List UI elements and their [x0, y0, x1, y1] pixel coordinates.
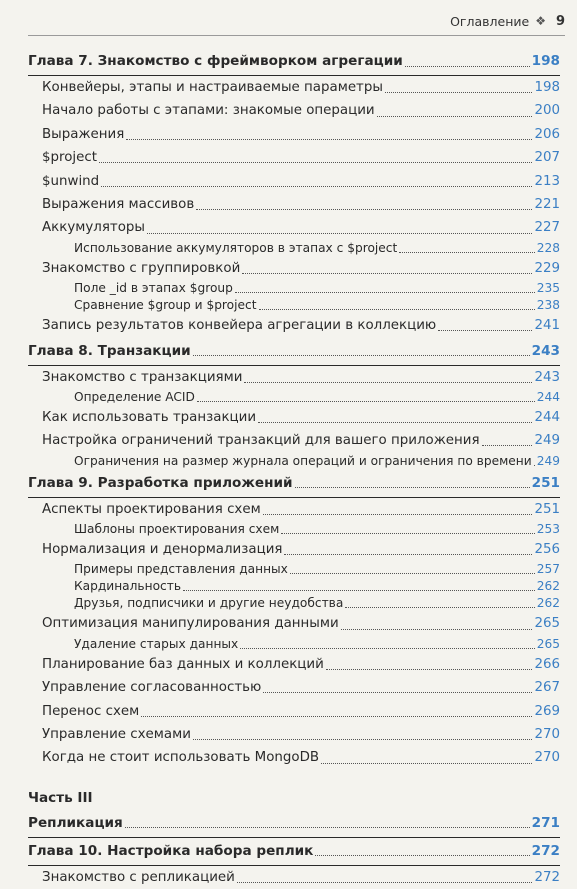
toc-page-number: 243	[534, 369, 560, 385]
toc-page-number: 207	[534, 150, 560, 166]
toc-page-number: 251	[531, 474, 560, 491]
dot-leader	[240, 648, 534, 649]
toc-section-entry[interactable]	[28, 257, 560, 280]
toc-subsection-entry[interactable]	[28, 453, 560, 470]
dot-leader	[281, 533, 534, 534]
dot-leader	[126, 139, 532, 140]
toc-section-entry[interactable]	[28, 99, 560, 122]
dot-leader	[125, 827, 530, 828]
toc-entry-title: Глава 10. Настройка набора реплик	[28, 842, 314, 859]
toc-subsection-entry[interactable]	[28, 595, 560, 612]
toc-page-number: 198	[534, 80, 560, 95]
dot-leader	[237, 882, 533, 883]
toc-entry-title: Знакомство с репликацией	[42, 869, 235, 885]
toc-page-number: 235	[536, 281, 560, 296]
toc-entry-title: Сравнение $group и $project	[74, 298, 257, 313]
toc-page-number: 272	[531, 842, 560, 859]
toc-page-number: 241	[534, 318, 560, 334]
toc-entry-title: Ограничения на размер журнала операций и ограничения по времени	[74, 453, 532, 468]
dot-leader	[326, 669, 533, 670]
toc-section-entry[interactable]	[28, 314, 560, 337]
dot-leader	[263, 514, 533, 515]
toc-entry-title: Перенос схем	[42, 703, 140, 719]
toc-entry-title: $unwind	[42, 173, 100, 189]
dot-leader	[438, 330, 532, 331]
dot-leader	[315, 855, 529, 856]
toc-page-number: 266	[534, 656, 560, 672]
toc-entry-title: Аспекты проектирования схем	[42, 501, 261, 517]
toc-page-number: 265	[534, 616, 560, 632]
toc-page-number: 251	[534, 501, 560, 517]
toc-entry-title: Удаление старых данных	[74, 636, 239, 651]
header-section-title: Оглавление	[450, 13, 530, 29]
toc-page-number: 271	[531, 814, 560, 831]
toc-entry-title: Знакомство с группировкой	[42, 260, 241, 276]
toc-section-entry[interactable]	[28, 700, 560, 723]
dot-leader	[242, 273, 532, 274]
toc-subsection-entry[interactable]	[28, 297, 560, 314]
toc-chapter-entry[interactable]	[28, 810, 560, 836]
toc-page-number: 270	[534, 727, 560, 743]
header-ornament-icon: ❖	[535, 14, 546, 28]
dot-leader	[193, 739, 533, 740]
dot-leader	[147, 233, 532, 234]
toc-entry-title: Глава 9. Разработка приложений	[28, 474, 293, 491]
toc-entry-title: Управление согласованностью	[42, 680, 262, 696]
toc-page-number: 262	[536, 579, 560, 594]
toc-entry-title: Аккумуляторы	[42, 220, 145, 236]
toc-page-number: 244	[536, 389, 560, 404]
dot-leader	[534, 465, 535, 466]
toc-entry-title: Начало работы с этапами: знакомые операции	[42, 103, 375, 119]
toc-page-number: 213	[534, 173, 560, 189]
toc-section-entry[interactable]	[28, 538, 560, 561]
dot-leader	[482, 445, 533, 446]
toc-chapter-entry[interactable]	[28, 838, 560, 864]
toc-entry-title: Нормализация и денормализация	[42, 542, 283, 558]
dot-leader	[235, 292, 535, 293]
dot-leader	[258, 422, 532, 423]
toc-entry-title: Определение ACID	[74, 389, 195, 404]
dot-leader	[259, 309, 535, 310]
toc-subsection-entry[interactable]	[28, 521, 560, 538]
dot-leader	[295, 487, 530, 488]
toc-subsection-entry[interactable]	[28, 578, 560, 595]
toc-page-number: 270	[534, 750, 560, 766]
toc-entry-title: Когда не стоит использовать MongoDB	[42, 750, 320, 766]
toc-entry-title: Выражения	[42, 126, 125, 142]
toc-entry-title: Планирование баз данных и коллекций	[42, 656, 324, 672]
toc-entry-title: Как использовать транзакции	[42, 409, 257, 425]
toc-page-number: 257	[536, 562, 560, 577]
toc-page-number: 243	[531, 342, 560, 359]
toc-section-entry[interactable]	[28, 216, 560, 239]
header-page-number: 9	[555, 13, 565, 29]
toc-entry-title: Друзья, подписчики и другие неудобства	[74, 596, 344, 611]
dot-leader	[377, 116, 533, 117]
toc-page-number: 269	[534, 703, 560, 719]
toc-entry-title: Глава 8. Транзакции	[28, 342, 191, 359]
dot-leader	[345, 607, 534, 608]
dot-leader	[284, 554, 532, 555]
toc-page-number: 253	[536, 522, 560, 537]
toc-section-entry[interactable]	[28, 406, 560, 429]
header-rule	[28, 35, 565, 36]
toc-section-entry[interactable]	[28, 366, 560, 389]
toc-page-number: 229	[534, 260, 560, 276]
running-header	[28, 10, 565, 32]
toc-page-number: 272	[534, 869, 560, 885]
toc-section-entry[interactable]	[28, 170, 560, 193]
dot-leader	[399, 252, 534, 253]
toc-section-entry[interactable]	[28, 746, 560, 769]
dot-leader	[183, 590, 535, 591]
toc-subsection-entry[interactable]	[28, 561, 560, 578]
toc-entry-title: Знакомство с транзакциями	[42, 369, 243, 385]
toc-section-entry[interactable]	[28, 612, 560, 635]
toc-page-number: 221	[534, 196, 560, 212]
toc-subsection-entry[interactable]	[28, 389, 560, 406]
toc-entry-title: Управление схемами	[42, 727, 191, 743]
toc-entry-title: Шаблоны проектирования схем	[74, 522, 280, 537]
toc-entry-title: Глава 7. Знакомство с фреймворком агрегации	[28, 53, 403, 69]
toc-subsection-entry[interactable]	[28, 636, 560, 653]
dot-leader	[385, 92, 533, 93]
toc-page-number: 249	[536, 453, 560, 468]
dot-leader	[244, 382, 532, 383]
toc-page-number: 267	[534, 680, 560, 696]
toc-entry-title: Репликация	[28, 814, 123, 831]
toc-entry-title: Оптимизация манипулирования данными	[42, 616, 339, 632]
toc-page-number: 238	[536, 298, 560, 313]
toc-subsection-entry[interactable]	[28, 240, 560, 257]
toc-entry-title: Примеры представления данных	[74, 562, 288, 577]
dot-leader	[101, 186, 532, 187]
dot-leader	[197, 401, 535, 402]
toc-section-entry[interactable]	[28, 193, 560, 216]
dot-leader	[99, 162, 532, 163]
part-gap	[28, 770, 560, 778]
toc-chapter-entry[interactable]	[28, 48, 560, 74]
toc-entry-title: Выражения массивов	[42, 196, 195, 212]
toc-entry-title: Настройка ограничений транзакций для вашего приложения	[42, 433, 480, 449]
toc-page-number: 256	[534, 542, 560, 558]
toc-page-number: 262	[536, 596, 560, 611]
toc-page-number: 228	[536, 240, 560, 255]
dot-leader	[141, 716, 532, 717]
toc-section-entry[interactable]	[28, 146, 560, 169]
dot-leader	[263, 692, 532, 693]
toc-section-entry[interactable]	[28, 723, 560, 746]
toc-entry-title: Конвейеры, этапы и настраиваемые параметры	[42, 80, 383, 95]
toc-chapter-entry[interactable]	[28, 470, 560, 496]
toc-section-entry[interactable]	[28, 653, 560, 676]
toc-page-number: 244	[534, 409, 560, 425]
part-heading: Часть III	[28, 789, 93, 806]
table-of-contents	[28, 48, 560, 889]
toc-page-number: 227	[534, 220, 560, 236]
dot-leader	[321, 763, 532, 764]
toc-page-number: 200	[534, 103, 560, 119]
dot-leader	[341, 629, 533, 630]
toc-page-number: 249	[534, 433, 560, 449]
toc-page-number: 198	[531, 53, 560, 69]
toc-entry-title: Кардинальность	[74, 579, 182, 594]
toc-entry-title: $project	[42, 150, 97, 166]
toc-page-number: 206	[534, 126, 560, 142]
dot-leader	[193, 355, 530, 356]
toc-section-entry[interactable]	[28, 866, 560, 889]
toc-section-entry[interactable]	[28, 676, 560, 699]
toc-entry-title: Запись результатов конвейера агрегации в коллекцию	[42, 318, 437, 334]
toc-section-entry[interactable]	[28, 76, 560, 99]
toc-entry-title: Использование аккумуляторов в этапах с $project	[74, 240, 398, 255]
toc-entry-title: Поле _id в этапах $group	[74, 281, 233, 296]
dot-leader	[196, 209, 532, 210]
toc-subsection-entry[interactable]	[28, 280, 560, 297]
toc-section-entry[interactable]	[28, 123, 560, 146]
toc-section-entry[interactable]	[28, 498, 560, 521]
dot-leader	[405, 66, 530, 67]
dot-leader	[290, 573, 535, 574]
toc-section-entry[interactable]	[28, 429, 560, 452]
toc-chapter-entry[interactable]	[28, 338, 560, 364]
toc-page-number: 265	[536, 636, 560, 651]
